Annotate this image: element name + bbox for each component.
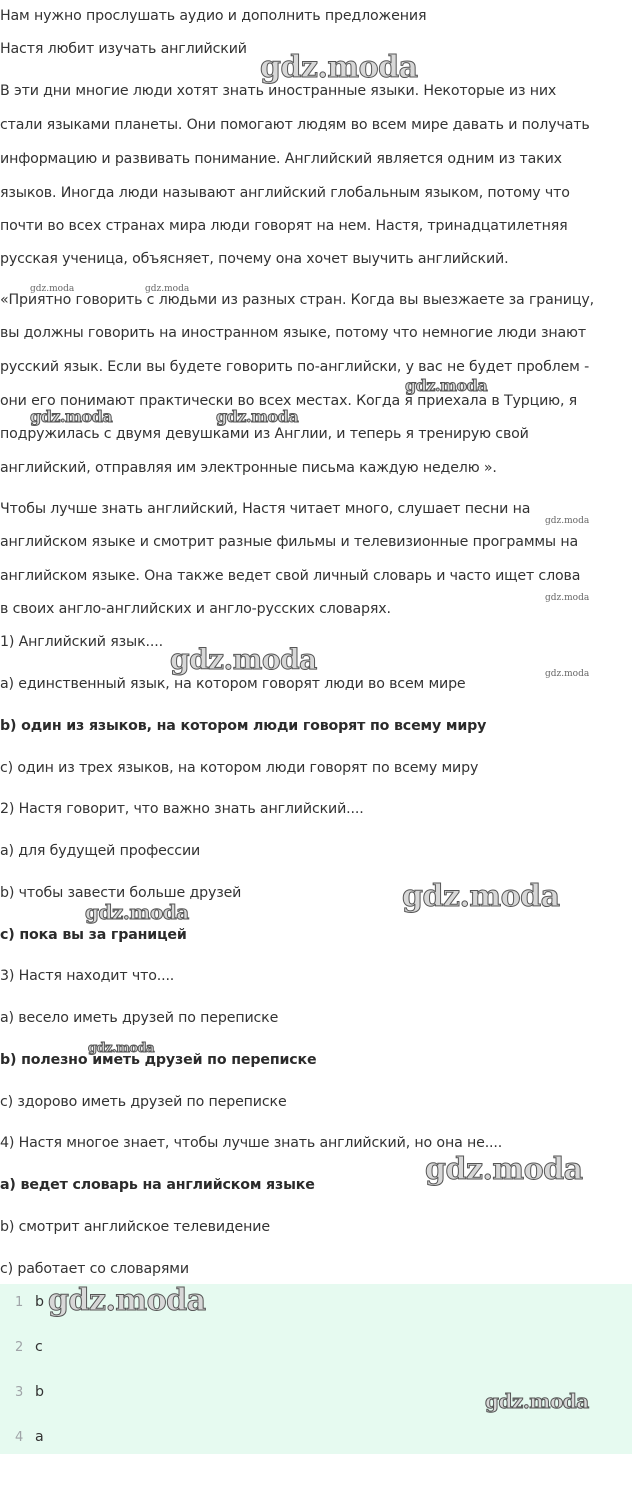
answer-row bbox=[15, 1294, 44, 1310]
watermark-logo: gdz.moda bbox=[85, 900, 189, 924]
text-line: c) один из трех языков, на котором люди говорят по всему миру bbox=[0, 760, 479, 776]
answer-number: 2 bbox=[15, 1340, 24, 1355]
text-line: Нам нужно прослушать аудио и дополнить предложения bbox=[0, 8, 427, 24]
text-line: a) весело иметь друзей по переписке bbox=[0, 1010, 279, 1026]
watermark-logo: gdz.moda bbox=[88, 1041, 155, 1056]
text-line: английском языке. Она также ведет свой личный словарь и часто ищет слова bbox=[0, 568, 581, 584]
answer-number: 1 bbox=[15, 1295, 24, 1310]
watermark-logo: gdz.moda bbox=[545, 593, 590, 603]
text-line: 1) Английский язык.... bbox=[0, 634, 163, 650]
text-line: Чтобы лучше знать английский, Настя читает много, слушает песни на bbox=[0, 501, 531, 517]
text-line: русский язык. Если вы будете говорить по-английски, у вас не будет проблем - bbox=[0, 359, 590, 375]
watermark-logo: gdz.moda bbox=[545, 516, 590, 526]
text-line: Настя любит изучать английский bbox=[0, 41, 247, 57]
text-line: В эти дни многие люди хотят знать иностранные языки. Некоторые из них bbox=[0, 83, 557, 99]
text-line: почти во всех странах мира люди говорят на нем. Настя, тринадцатилетняя bbox=[0, 218, 568, 234]
answer-row bbox=[15, 1384, 44, 1400]
text-line: русская ученица, объясняет, почему она хочет выучить английский. bbox=[0, 251, 509, 267]
watermark-logo: gdz.moda bbox=[48, 1283, 206, 1318]
text-line: стали языками планеты. Они помогают людям во всем мире давать и получать bbox=[0, 117, 590, 133]
text-line: вы должны говорить на иностранном языке, потому что немногие люди знают bbox=[0, 325, 586, 341]
watermark-logo: gdz.moda bbox=[545, 669, 590, 679]
text-line: c) здорово иметь друзей по переписке bbox=[0, 1094, 287, 1110]
text-line: 3) Настя находит что.... bbox=[0, 968, 175, 984]
text-line: b) смотрит английское телевидение bbox=[0, 1219, 270, 1235]
text-line: языков. Иногда люди называют английский глобальным языком, потому что bbox=[0, 185, 570, 201]
text-line: b) полезно иметь друзей по переписке bbox=[0, 1052, 317, 1068]
text-line: английский, отправляя им электронные письма каждую неделю ». bbox=[0, 460, 497, 476]
answer-value: c bbox=[35, 1339, 43, 1355]
watermark-logo: gdz.moda bbox=[170, 643, 317, 676]
text-line: b) один из языков, на котором люди говорят по всему миру bbox=[0, 718, 487, 734]
answer-row bbox=[15, 1339, 43, 1355]
answer-number: 4 bbox=[15, 1430, 24, 1445]
answer-value: a bbox=[35, 1429, 44, 1445]
text-line: a) для будущей профессии bbox=[0, 843, 201, 859]
watermark-logo: gdz.moda bbox=[402, 879, 560, 914]
text-line: c) пока вы за границей bbox=[0, 927, 187, 943]
text-line: подружилась с двумя девушками из Англии, и теперь я тренирую свой bbox=[0, 426, 529, 442]
watermark-logo: gdz.moda bbox=[405, 376, 488, 395]
text-line: 4) Настя многое знает, чтобы лучше знать английский, но она не.... bbox=[0, 1135, 503, 1151]
text-line: английском языке и смотрит разные фильмы и телевизионные программы на bbox=[0, 534, 579, 550]
watermark-logo: gdz.moda bbox=[216, 407, 299, 426]
text-line: 2) Настя говорит, что важно знать английский.... bbox=[0, 801, 364, 817]
watermark-logo: gdz.moda bbox=[485, 1389, 589, 1413]
text-line: они его понимают практически во всех местах. Когда я приехала в Турцию, я bbox=[0, 393, 578, 409]
answer-number: 3 bbox=[15, 1385, 24, 1400]
text-line: в своих англо-английских и англо-русских словарях. bbox=[0, 601, 391, 617]
watermark-logo: gdz.moda bbox=[30, 407, 113, 426]
watermark-logo: gdz.moda bbox=[260, 50, 418, 85]
text-line: a) ведет словарь на английском языке bbox=[0, 1177, 315, 1193]
text-line: a) единственный язык, на котором говорят люди во всем мире bbox=[0, 676, 466, 692]
answer-key-panel bbox=[0, 1284, 632, 1454]
text-line: информацию и развивать понимание. Английский является одним из таких bbox=[0, 151, 562, 167]
answer-value: b bbox=[35, 1294, 45, 1310]
text-line: «Приятно говорить с людьми из разных стран. Когда вы выезжаете за границу, bbox=[0, 292, 594, 308]
text-line: c) работает со словарями bbox=[0, 1261, 189, 1277]
text-line: b) чтобы завести больше друзей bbox=[0, 885, 242, 901]
watermark-logo: gdz.moda bbox=[30, 284, 75, 294]
watermark-logo: gdz.moda bbox=[425, 1152, 583, 1187]
answer-value: b bbox=[35, 1384, 45, 1400]
answer-row bbox=[15, 1429, 44, 1445]
watermark-logo: gdz.moda bbox=[145, 284, 190, 294]
